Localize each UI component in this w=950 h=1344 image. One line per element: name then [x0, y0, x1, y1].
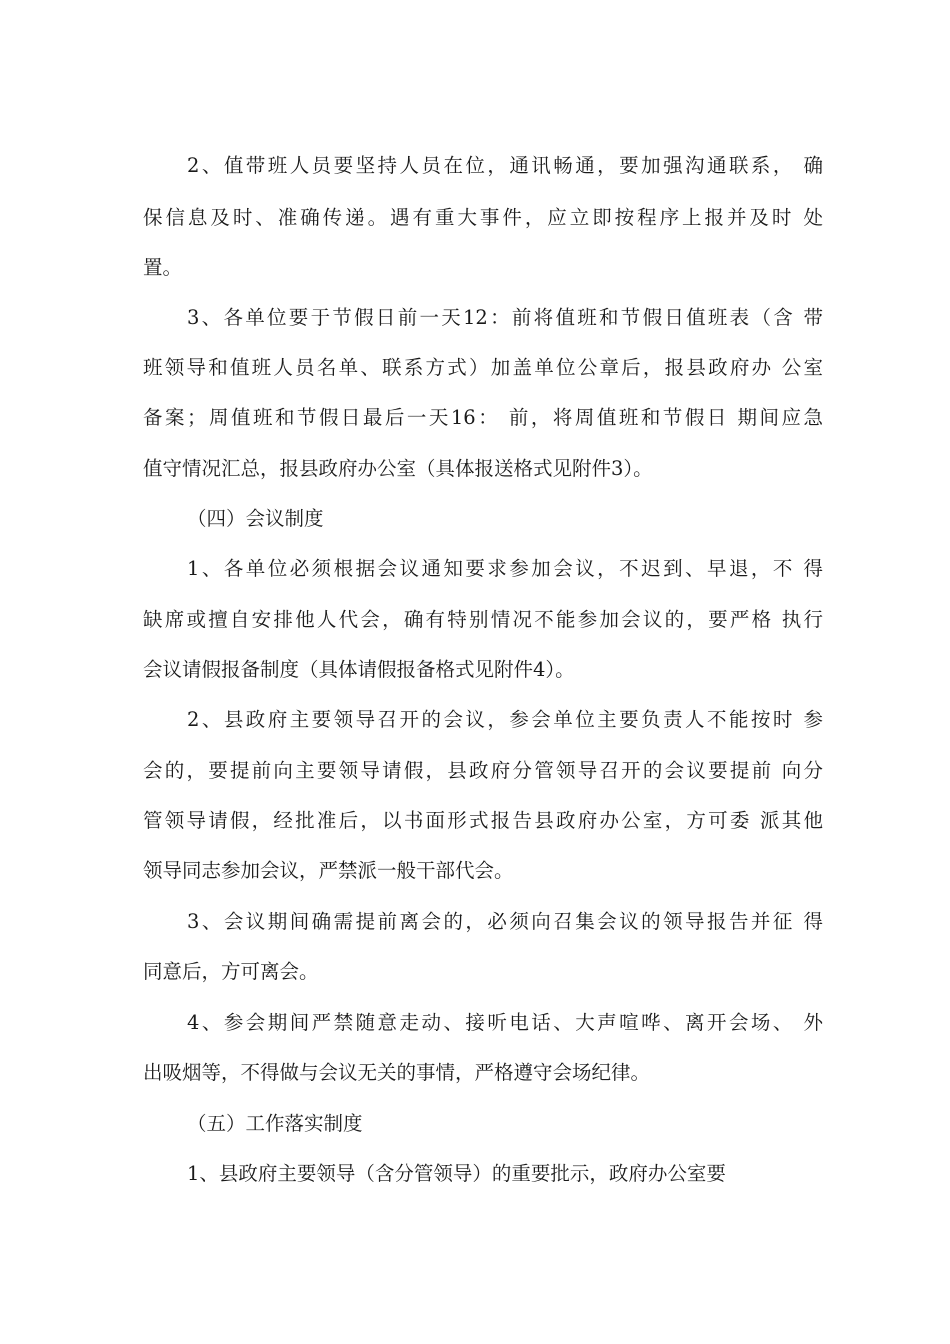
- text-line: 置。: [143, 256, 183, 279]
- text-line: 领导同志参加会议，严禁派一般干部代会。: [143, 859, 514, 882]
- text-line: 同意后，方可离会。: [143, 960, 319, 983]
- text-line: 3、各单位要于节假日前一天12：前将值班和节假日值班表（含 带: [187, 306, 823, 329]
- section-heading: （四）会议制度: [187, 507, 324, 530]
- text-line: 会的，要提前向主要领导请假，县政府分管领导召开的会议要提前 向分: [143, 759, 823, 782]
- text-line: 管领导请假，经批准后，以书面形式报告县政府办公室，方可委 派其他: [143, 809, 823, 832]
- text-line: 出吸烟等，不得做与会议无关的事情，严格遵守会场纪律。: [143, 1061, 651, 1084]
- text-line: 1、县政府主要领导（含分管领导）的重要批示，政府办公室要: [187, 1162, 726, 1185]
- text-line: 会议请假报备制度（具体请假报备格式见附件4）。: [143, 658, 575, 681]
- text-line: 缺席或擅自安排他人代会，确有特别情况不能参加会议的，要严格 执行: [143, 608, 823, 631]
- text-line: 4、参会期间严禁随意走动、接听电话、大声喧哗、离开会场、 外: [187, 1011, 823, 1034]
- text-line: 1、各单位必须根据会议通知要求参加会议，不迟到、早退，不 得: [187, 557, 823, 580]
- text-line: 班领导和值班人员名单、联系方式）加盖单位公章后，报县政府办 公室: [143, 356, 823, 379]
- text-line: 备案；周值班和节假日最后一天16： 前，将周值班和节假日 期间应急: [143, 406, 823, 429]
- text-line: 2、值带班人员要坚持人员在位，通讯畅通，要加强沟通联系， 确: [187, 154, 823, 177]
- text-line: 3、会议期间确需提前离会的，必须向召集会议的领导报告并征 得: [187, 910, 823, 933]
- text-line: 保信息及时、准确传递。遇有重大事件，应立即按程序上报并及时 处: [143, 206, 823, 229]
- section-heading: （五）工作落实制度: [187, 1112, 363, 1135]
- text-line: 2、县政府主要领导召开的会议，参会单位主要负责人不能按时 参: [187, 708, 823, 731]
- text-line: 值守情况汇总，报县政府办公室（具体报送格式见附件3）。: [143, 457, 653, 480]
